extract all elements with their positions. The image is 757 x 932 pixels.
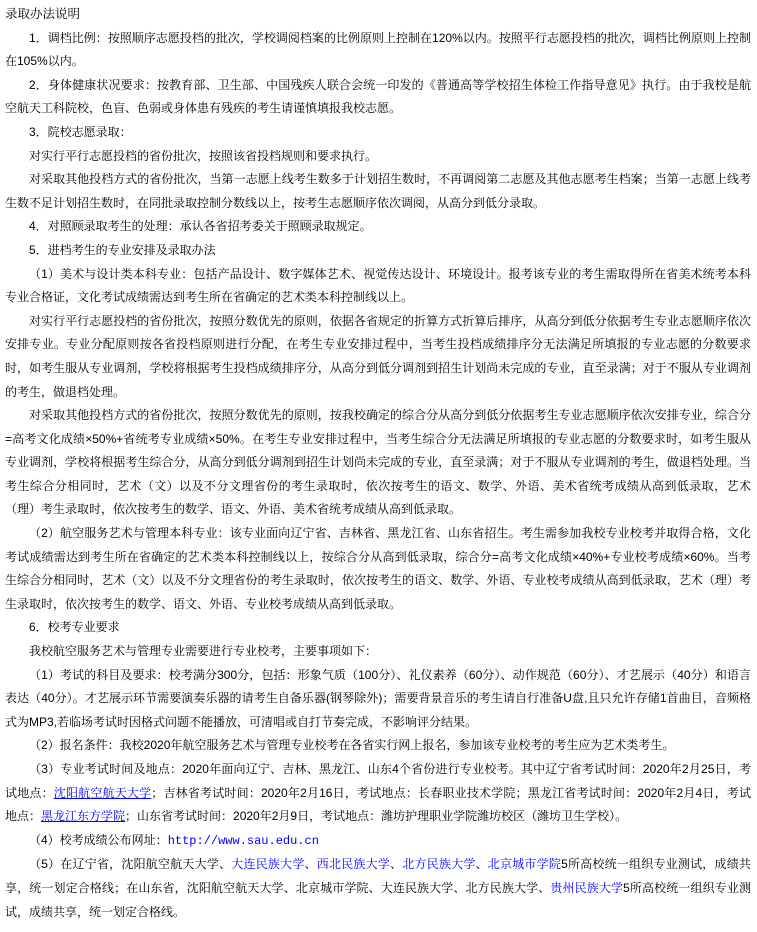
para-art-design-majors: （1）美术与设计类本科专业：包括产品设计、数字媒体艺术、视觉传达设计、环境设计。报考该专业的考生需取得所在省美术统考本科专业合格证，文化考试成绩需达到考生所在省确定的艺术类本科控制线以上。 — [5, 266, 751, 305]
link-dalian-minzu-university[interactable]: 大连民族大学 — [231, 857, 305, 872]
text-run: 5所高校统一组织专业测试，成绩共享，统一划定合格线。 — [5, 880, 751, 919]
para-registration-conditions: （2）报名条件：我校2020年航空服务艺术与管理专业校考在各省实行网上报名，参加该专业校考的考生应为艺术类考生。 — [29, 738, 675, 753]
para-preferential-admission: 4．对照顾录取考生的处理：承认各省招考委关于照顾录取规定。 — [29, 219, 372, 234]
text-run: 、 — [475, 857, 488, 872]
para-major-arrangement-heading: 5．进档考生的专业安排及录取办法 — [29, 242, 216, 257]
link-guizhou-minzu-university[interactable]: 贵州民族大学 — [550, 880, 624, 895]
text-run: （3）专业考试时间及地点：2020年面向辽宁、吉林、黑龙江、山东4个省份进行专业校考。其中辽宁省考试时间：2020年2月25日，考试地点： — [5, 762, 751, 800]
text-run: （4）校考成绩公布网址： — [29, 832, 168, 847]
para-aviation-service-major: （2）航空服务艺术与管理本科专业：该专业面向辽宁省、吉林省、黑龙江省、山东省招生。考生需参加我校专业校考并取得合格，文化考试成绩需达到考生所在省确定的艺术类本科控制线以上，按综合分从高到低录取，综合分=高考文化成绩×40%+专业校考成绩×60%。当考生综合分相同时，艺术（文）以及不分文理省份的考生录取时，依次按考生的语文、数学、外语、专业校考成绩从高到低录取，艺术（理）考生录取时，依次按考生的数学、语文、外语、专业校考成绩从高到低录取。 — [5, 526, 751, 611]
para-school-exam-intro: 我校航空服务艺术与管理专业需要进行专业校考，主要事项如下： — [29, 644, 378, 659]
text-run: 、 — [390, 857, 403, 872]
para-transfer-ratio: 1．调档比例：按照顺序志愿投档的批次，学校调阅档案的比例原则上控制在120%以内。按照平行志愿投档的批次，调档比例原则上控制在105%以内。 — [5, 30, 751, 69]
link-beijing-city-university[interactable]: 北京城市学院 — [487, 857, 562, 872]
para-other-filing-rule: 对采取其他投档方式的省份批次，当第一志愿上线考生数多于计划招生数时，不再调阅第二志愿及其他志愿考生档案；当第一志愿上线考生数不足计划招生数时，在同批录取控制分数线以上，按考生志愿顺序依次调阅，从高分到低分录取。 — [5, 172, 751, 210]
para-parallel-score-priority: 对实行平行志愿投档的省份批次，按照分数优先的原则，依据各省规定的折算方式折算后排序，从高分到低分依据考生专业志愿顺序依次安排专业。专业分配原则按各省投档原则进行分配，在考生专业安排过程中，当考生投档成绩排序分无法满足所填报的专业志愿的分数要求时，如考生服从专业调剂，学校将根据考生投档成绩排序分，从高分到低分调剂到招生计划尚未完成的专业，直至录满；对于不服从专业调剂的考生，做退档处理。 — [5, 313, 751, 399]
link-heilongjiang-eastern-college[interactable]: 黑龙江东方学院 — [41, 809, 126, 824]
text-run: ；吉林省考试时间：2020年2月16日，考试地点：长春职业技术学院；黑龙江省考试时间：2020年2月4日，考试地点： — [5, 785, 751, 824]
para-joint-test-universities — [5, 853, 751, 924]
para-exam-subjects: （1）考试的科目及要求：校考满分300分，包括：形象气质（100分）、礼仪素养（60分）、动作规范（60分）、才艺展示（40分）和语言表达（40分）。才艺展示环节需要演奏乐器的请考生自备乐器(钢琴除外)；需要背景音乐的考生请自行准备U盘,且只允许存储1首曲目，音频格式为MP3,若临场考试时因格式问题不能播放，可清唱或自打节奏完成，不影响评分结果。 — [5, 667, 751, 729]
para-college-preference-heading: 3．院校志愿录取： — [29, 124, 132, 139]
link-north-minzu-university[interactable]: 北方民族大学 — [402, 857, 476, 872]
para-exam-time-location — [5, 758, 751, 829]
para-school-exam-heading: 6．校考专业要求 — [29, 620, 120, 635]
para-score-publish-site — [5, 829, 751, 854]
page-title: 录取办法说明 — [5, 7, 81, 21]
link-shenyang-aerospace-university[interactable]: 沈阳航空航天大学 — [53, 785, 152, 800]
para-health-requirements: 2．身体健康状况要求：按教育部、卫生部、中国残疾人联合会统一印发的《普通高等学校招生体检工作指导意见》执行。由于我校是航空航天工科院校，色盲、色弱或身体患有残疾的考生请谨慎填报我校志愿。 — [5, 77, 751, 116]
text-run: ；山东省考试时间：2020年2月9日，考试地点：潍坊护理职业学院潍坊校区（潍坊卫生学校）。 — [125, 809, 628, 824]
text-run: 5所高校统一组织专业测试，成绩共享，统一划定合格线；在山东省，沈阳航空航天大学、北京城市学院、大连民族大学、北方民族大学、 — [5, 857, 751, 895]
para-other-score-priority: 对采取其他投档方式的省份批次，按照分数优先的原则，按我校确定的综合分从高分到低分依据考生专业志愿顺序依次安排专业，综合分=高考文化成绩×50%+省统考专业成绩×50%。在考生专业安排过程中，当考生综合分无法满足所填报的专业志愿的分数要求时，如考生服从专业调剂，学校将根据考生综合分，从高分到低分调剂到招生计划尚未完成的专业，直至录满；对于不服从专业调剂的考生，做退档处理。当考生综合分相同时，艺术（文）以及不分文理省份的考生录取时，依次按考生的语文、数学、外语、美术省统考成绩从高到低录取，艺术（理）考生录取时，依次按考生的数学、语文、外语、美术省统考成绩从高到低录取。 — [5, 408, 751, 517]
link-northwest-minzu-university[interactable]: 西北民族大学 — [316, 857, 391, 872]
link-sau-website-url[interactable]: http://www.sau.edu.cn — [167, 833, 319, 848]
para-parallel-preference-rule: 对实行平行志愿投档的省份批次，按照该省投档规则和要求执行。 — [29, 148, 378, 163]
text-run: 、 — [304, 857, 317, 872]
text-run: （5）在辽宁省，沈阳航空航天大学、 — [29, 857, 232, 872]
